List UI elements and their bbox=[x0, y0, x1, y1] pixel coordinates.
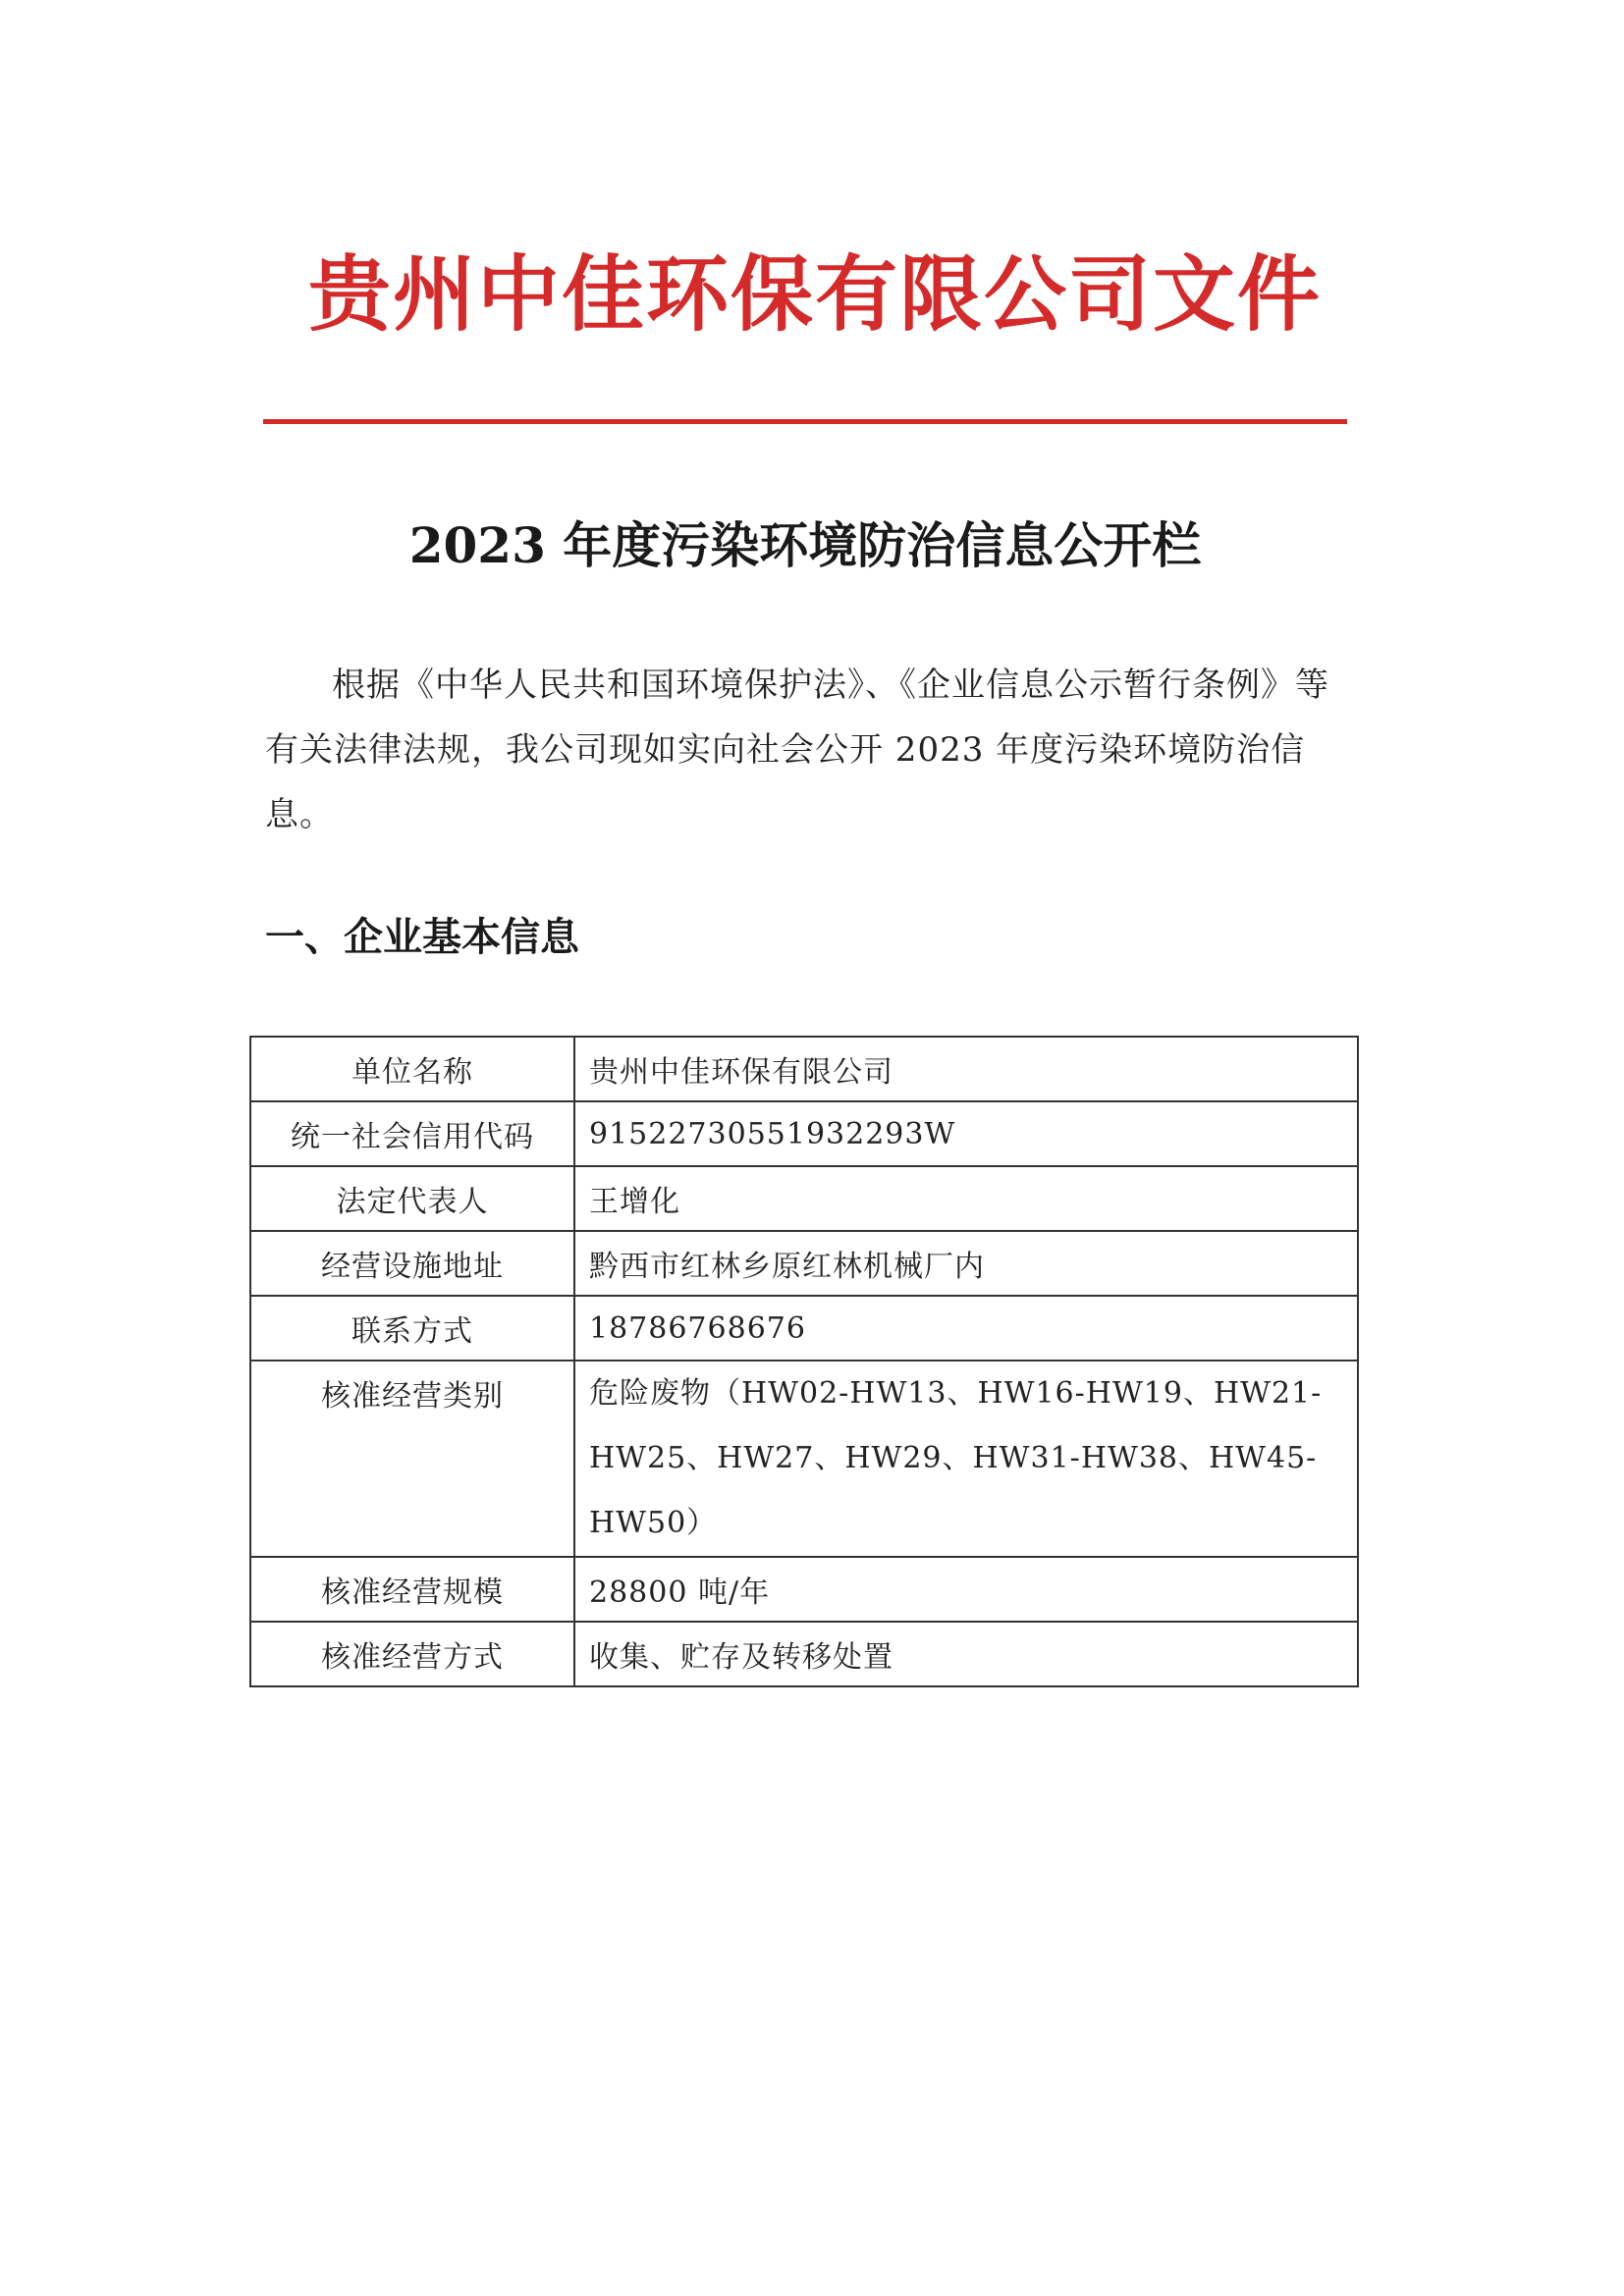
table-row bbox=[250, 1037, 1358, 1101]
table-row bbox=[250, 1231, 1358, 1296]
table-row bbox=[250, 1361, 1358, 1557]
row-value: 18786768676 bbox=[574, 1296, 1358, 1361]
row-value: 危险废物（HW02-HW13、HW16-HW19、HW21-HW25、HW27、HW29、HW31-HW38、HW45-HW50） bbox=[574, 1361, 1358, 1557]
row-value: 贵州中佳环保有限公司 bbox=[574, 1037, 1358, 1101]
row-label: 联系方式 bbox=[250, 1296, 574, 1361]
row-value: 28800 吨/年 bbox=[574, 1557, 1358, 1622]
intro-paragraph-block bbox=[265, 653, 1345, 847]
row-label: 统一社会信用代码 bbox=[250, 1101, 574, 1166]
company-info-table bbox=[249, 1036, 1359, 1687]
letterhead-divider bbox=[263, 419, 1347, 424]
row-label: 单位名称 bbox=[250, 1037, 574, 1101]
table-row bbox=[250, 1622, 1358, 1686]
row-value: 王增化 bbox=[574, 1166, 1358, 1231]
table-row bbox=[250, 1101, 1358, 1166]
row-value: 黔西市红林乡原红林机械厂内 bbox=[574, 1231, 1358, 1296]
row-label: 核准经营类别 bbox=[250, 1361, 574, 1557]
row-value: 91522730551932293W bbox=[574, 1101, 1358, 1166]
table-row bbox=[250, 1166, 1358, 1231]
row-label: 核准经营方式 bbox=[250, 1622, 574, 1686]
row-label: 核准经营规模 bbox=[250, 1557, 574, 1622]
document-title: 2023 年度污染环境防治信息公开栏 bbox=[408, 516, 1202, 574]
row-value: 收集、贮存及转移处置 bbox=[574, 1622, 1358, 1686]
row-label: 法定代表人 bbox=[250, 1166, 574, 1231]
letterhead-title: 贵州中佳环保有限公司文件 bbox=[307, 246, 1322, 343]
row-label: 经营设施地址 bbox=[250, 1231, 574, 1296]
table-row bbox=[250, 1557, 1358, 1622]
section-heading-basic-info: 一、企业基本信息 bbox=[265, 915, 579, 960]
intro-paragraph: 根据《中华人民共和国环境保护法》、《企业信息公示暂行条例》等有关法律法规，我公司现如实向社会公开 2023 年度污染环境防治信息。 bbox=[265, 666, 1329, 834]
table-row bbox=[250, 1296, 1358, 1361]
